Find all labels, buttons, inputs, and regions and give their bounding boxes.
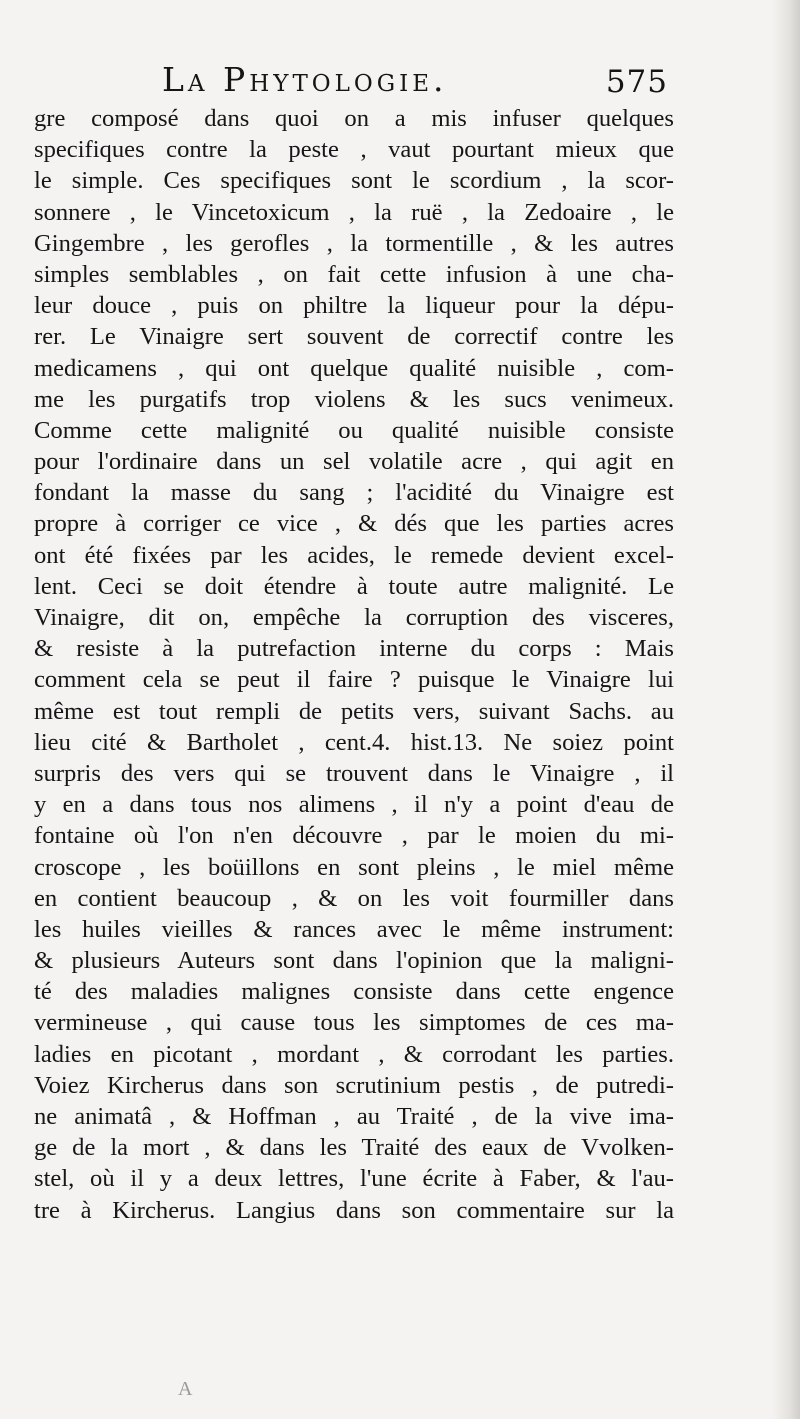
text-line: Voiez Kircherus dans son scrutinium pestis , de putredi- [34,1071,674,1099]
text-line: Gingembre , les gerofles , la tormentille , & les autres [34,229,674,257]
text-line: croscope , les boüillons en sont pleins , le miel même [34,853,674,881]
text-line: pour l'ordinaire dans un sel volatile acre , qui agit en [34,448,674,476]
text-line: gre composé dans quoi on a mis infuser quelques [34,105,674,132]
text-line: Comme cette malignité ou qualité nuisible consiste [34,416,674,444]
text-line: té des maladies malignes consiste dans cette engence [34,978,674,1006]
page-edge-shadow [772,0,800,1419]
text-line: lent. Ceci se doit étendre à toute autre malignité. Le [34,572,674,600]
text-line: en contient beaucoup , & on les voit fourmiller dans [34,884,674,912]
text-line: surpris des vers qui se trouvent dans le Vinaigre , il [34,759,674,787]
text-line: ont été fixées par les acides, le remede devient excel- [34,541,674,569]
body-text [34,103,674,1226]
signature-mark: A [178,1378,193,1400]
text-line: & plusieurs Auteurs sont dans l'opinion que la maligni- [34,947,674,975]
text-line: medicamens , qui ont quelque qualité nuisible , com- [34,354,674,382]
text-line: stel, où il y a deux lettres, l'une écrite à Faber, & l'au- [34,1165,674,1193]
running-head [36,58,676,106]
text-line: propre à corriger ce vice , & dés que les parties acres [34,510,674,538]
text-line: tre à Kircherus. Langius dans son commentaire sur la [34,1196,674,1224]
text-line: me les purgatifs trop violens & les sucs venimeux. [34,385,674,413]
text-line: simples semblables , on fait cette infusion à une cha- [34,260,674,288]
text-line: ne animatâ , & Hoffman , au Traité , de la vive ima- [34,1103,674,1130]
text-line: leur douce , puis on philtre la liqueur pour la dépu- [34,292,674,320]
page-number: 575 [605,64,668,100]
text-line: ge de la mort , & dans les Traité des eaux de Vvolken- [34,1134,674,1162]
text-line: y en a dans tous nos alimens , il n'y a point d'eau de [34,791,674,819]
text-line: fontaine où l'on n'en découvre , par le moien du mi- [34,822,674,850]
text-line: comment cela se peut il faire ? puisque le Vinaigre lui [34,666,674,694]
text-line: le simple. Ces specifiques sont le scordium , la scor- [34,167,674,195]
text-line: lieu cité & Bartholet , cent.4. hist.13. Ne soiez point [34,728,674,756]
text-line: les huiles vieilles & rances avec le même instrument: [34,915,674,943]
text-line: fondant la masse du sang ; l'acidité du Vinaigre est [34,479,674,507]
running-title: La Phytologie. [162,60,448,99]
text-line: rer. Le Vinaigre sert souvent de correctif contre les [34,323,674,351]
text-line: même est tout rempli de petits vers, suivant Sachs. au [34,697,674,725]
text-line: sonnere , le Vincetoxicum , la ruë , la Zedoaire , le [34,198,674,226]
text-line: vermineuse , qui cause tous les simptomes de ces ma- [34,1009,674,1037]
text-line: & resiste à la putrefaction interne du corps : Mais [34,635,674,663]
text-line: ladies en picotant , mordant , & corrodant les parties. [34,1040,674,1068]
text-line: Vinaigre, dit on, empêche la corruption des visceres, [34,604,674,631]
text-line: specifiques contre la peste , vaut pourtant mieux que [34,136,674,164]
